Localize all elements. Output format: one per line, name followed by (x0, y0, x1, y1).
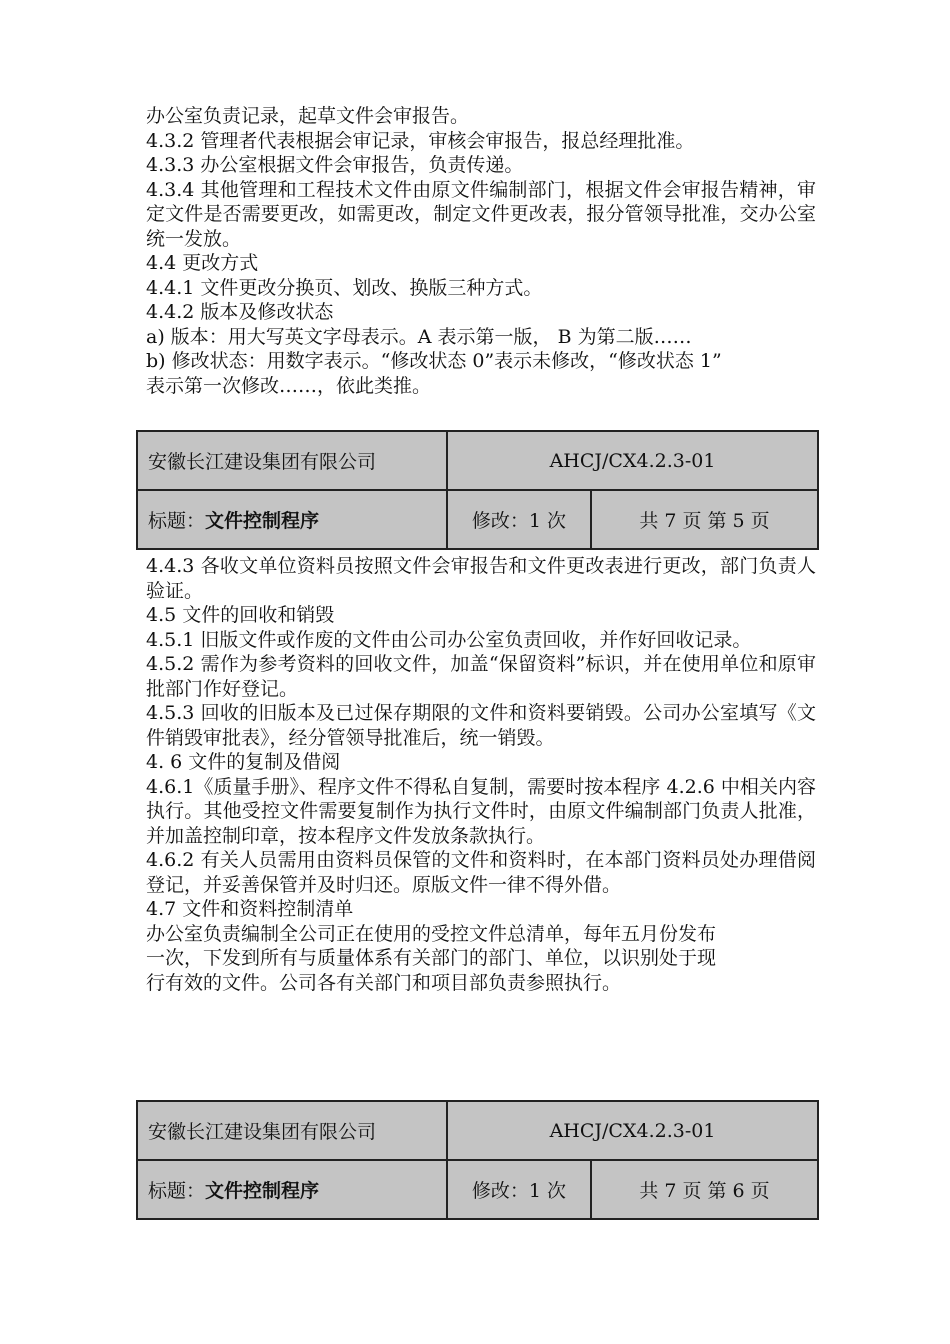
revision-count: 修改：1 次 (447, 1160, 591, 1219)
paragraph: 4.3.4 其他管理和工程技术文件由原文件编制部门，根据文件会审报告精神，审定文件是否需要更改，如需更改，制定文件更改表，报分管领导批准，交办公室统一发放。 (146, 178, 816, 250)
document-header-table (136, 430, 819, 550)
paragraph: 4.3.3 办公室根据文件会审报告，负责传递。 (146, 154, 524, 176)
document-code: AHCJ/CX4.2.3-01 (447, 1101, 818, 1160)
paragraph: 一次，下发到所有与质量体系有关部门的部门、单位，以识别处于现 (146, 947, 717, 969)
section-heading: 4. 6 文件的复制及借阅 (146, 751, 341, 773)
section-heading: 4.5 文件的回收和销毁 (146, 604, 335, 626)
document-code: AHCJ/CX4.2.3-01 (447, 431, 818, 490)
paragraph: a) 版本：用大写英文字母表示。A 表示第一版， B 为第二版…… (146, 325, 692, 348)
section-heading: 4.7 文件和资料控制清单 (146, 898, 354, 920)
document-header-table (136, 1100, 819, 1220)
title-label: 标题： (148, 510, 206, 532)
company-name: 安徽长江建设集团有限公司 (137, 1101, 447, 1160)
page-number: 共 7 页 第 6 页 (591, 1160, 818, 1219)
paragraph: 4.4.2 版本及修改状态 (146, 301, 334, 323)
paragraph: 4.4.3 各收文单位资料员按照文件会审报告和文件更改表进行更改，部门负责人验证。 (146, 555, 816, 602)
paragraph: 4.5.3 回收的旧版本及已过保存期限的文件和资料要销毁。公司办公室填写《文件销毁审批表》，经分管领导批准后，统一销毁。 (146, 702, 816, 749)
paragraph: 4.4.1 文件更改分换页、划改、换版三种方式。 (146, 276, 543, 299)
paragraph: 4.3.2 管理者代表根据会审记录，审核会审报告，报总经理批准。 (146, 129, 695, 152)
paragraph: 办公室负责编制全公司正在使用的受控文件总清单，每年五月份发布 (146, 922, 717, 945)
paragraph: 4.6.1《质量手册》、程序文件不得私自复制，需要时按本程序 4.2.6 中相关内容执行。其他受控文件需要复制作为执行文件时，由原文件编制部门负责人批准，并加盖控制印章，按本程序文件发放条款执行。 (146, 775, 816, 847)
paragraph: b) 修改状态：用数字表示。“修改状态 0”表示未修改，“修改状态 1” (146, 350, 722, 372)
body-text-section-1 (146, 104, 816, 398)
body-text-section-2 (146, 554, 816, 995)
paragraph: 办公室负责记录，起草文件会审报告。 (146, 105, 470, 127)
revision-count: 修改：1 次 (447, 490, 591, 549)
paragraph: 行有效的文件。公司各有关部门和项目部负责参照执行。 (146, 971, 622, 994)
company-name: 安徽长江建设集团有限公司 (137, 431, 447, 490)
document-title-cell (137, 1160, 447, 1219)
section-heading: 4.4 更改方式 (146, 252, 259, 274)
paragraph: 4.5.1 旧版文件或作废的文件由公司办公室负责回收，并作好回收记录。 (146, 628, 752, 651)
document-title-cell (137, 490, 447, 549)
document-title: 文件控制程序 (205, 510, 320, 532)
document-title: 文件控制程序 (205, 1180, 320, 1202)
paragraph: 4.5.2 需作为参考资料的回收文件，加盖“保留资料”标识，并在使用单位和原审批部门作好登记。 (146, 653, 816, 700)
title-label: 标题： (148, 1180, 206, 1202)
page-number: 共 7 页 第 5 页 (591, 490, 818, 549)
paragraph: 表示第一次修改……，依此类推。 (146, 374, 432, 397)
paragraph: 4.6.2 有关人员需用由资料员保管的文件和资料时，在本部门资料员处办理借阅登记，并妥善保管并及时归还。原版文件一律不得外借。 (146, 849, 816, 896)
